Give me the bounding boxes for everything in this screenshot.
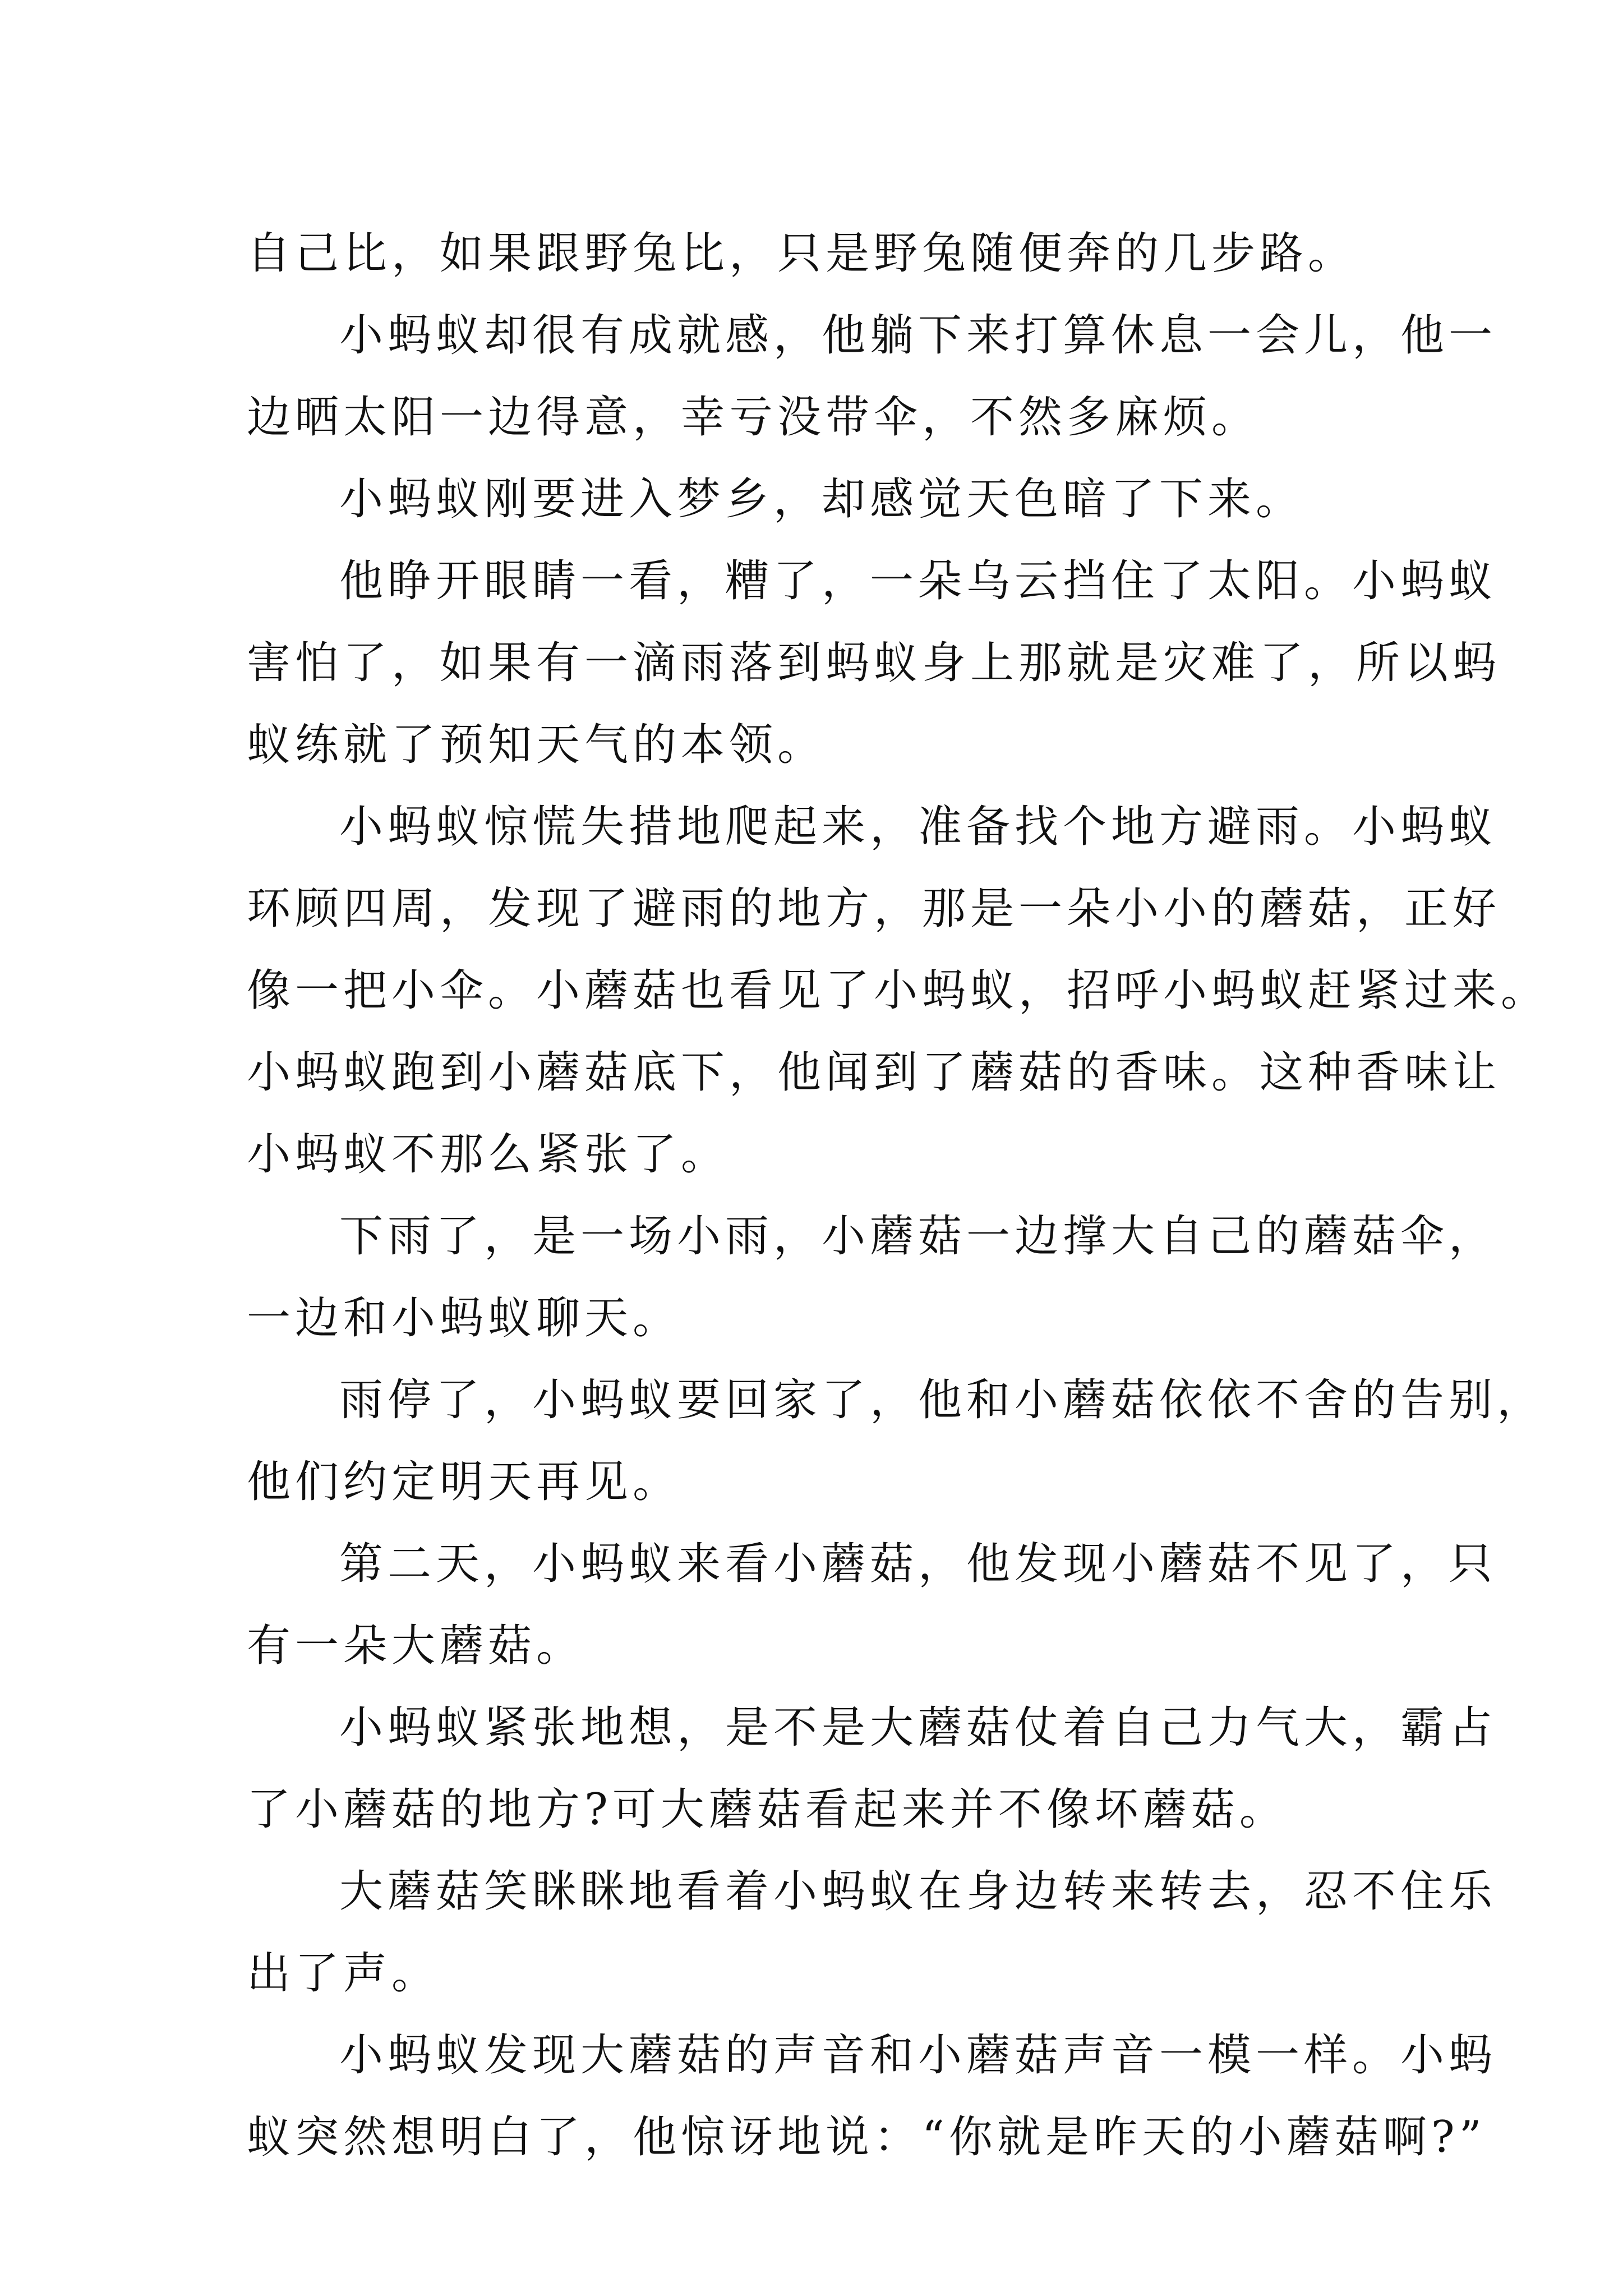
text-line: 小蚂蚁不那么紧张了。 bbox=[247, 1129, 730, 1180]
text-line: 下雨了，是一场小雨，小蘑菇一边撑大自己的蘑菇伞， bbox=[339, 1211, 1497, 1262]
text-line: 了小蘑菇的地方?可大蘑菇看起来并不像坏蘑菇。 bbox=[247, 1784, 1288, 1835]
text-line: 一边和小蚂蚁聊天。 bbox=[247, 1293, 681, 1343]
text-line: 害怕了，如果有一滴雨落到蚂蚁身上那就是灾难了，所以蚂 bbox=[247, 638, 1501, 688]
text-line: 小蚂蚁跑到小蘑菇底下，他闻到了蘑菇的香味。这种香味让 bbox=[247, 1047, 1501, 1098]
text-line: 小蚂蚁惊慌失措地爬起来，准备找个地方避雨。小蚂蚁 bbox=[339, 802, 1497, 852]
text-line: 大蘑菇笑眯眯地看着小蚂蚁在身边转来转去，忍不住乐 bbox=[339, 1866, 1497, 1917]
text-line: 小蚂蚁刚要进入梦乡，却感觉天色暗了下来。 bbox=[339, 474, 1304, 524]
text-line: 边晒太阳一边得意，幸亏没带伞，不然多麻烦。 bbox=[247, 392, 1260, 443]
text-line: 小蚂蚁发现大蘑菇的声音和小蘑菇声音一模一样。小蚂 bbox=[339, 2030, 1497, 2081]
text-line: 蚁突然想明白了，他惊讶地说：“你就是昨天的小蘑菇啊?” bbox=[247, 2112, 1486, 2162]
text-line: 环顾四周，发现了避雨的地方，那是一朵小小的蘑菇，正好 bbox=[247, 884, 1501, 934]
text-line: 蚁练就了预知天气的本领。 bbox=[247, 720, 826, 770]
text-line: 第二天，小蚂蚁来看小蘑菇，他发现小蘑菇不见了，只 bbox=[339, 1539, 1497, 1589]
text-line: 小蚂蚁却很有成就感，他躺下来打算休息一会儿，他一 bbox=[339, 310, 1497, 361]
text-line: 小蚂蚁紧张地想，是不是大蘑菇仗着自己力气大，霸占 bbox=[339, 1703, 1497, 1753]
text-line: 雨停了，小蚂蚁要回家了，他和小蘑菇依依不舍的告别， bbox=[339, 1375, 1546, 1425]
text-line: 像一把小伞。小蘑菇也看见了小蚂蚁，招呼小蚂蚁赶紧过来。 bbox=[247, 965, 1550, 1016]
text-line: 他睁开眼睛一看，糟了，一朵乌云挡住了太阳。小蚂蚁 bbox=[339, 556, 1497, 606]
text-line: 他们约定明天再见。 bbox=[247, 1457, 681, 1507]
text-line: 有一朵大蘑菇。 bbox=[247, 1621, 585, 1671]
text-line: 出了声。 bbox=[247, 1948, 440, 1999]
text-line: 自己比，如果跟野兔比，只是野兔随便奔的几步路。 bbox=[247, 228, 1357, 279]
